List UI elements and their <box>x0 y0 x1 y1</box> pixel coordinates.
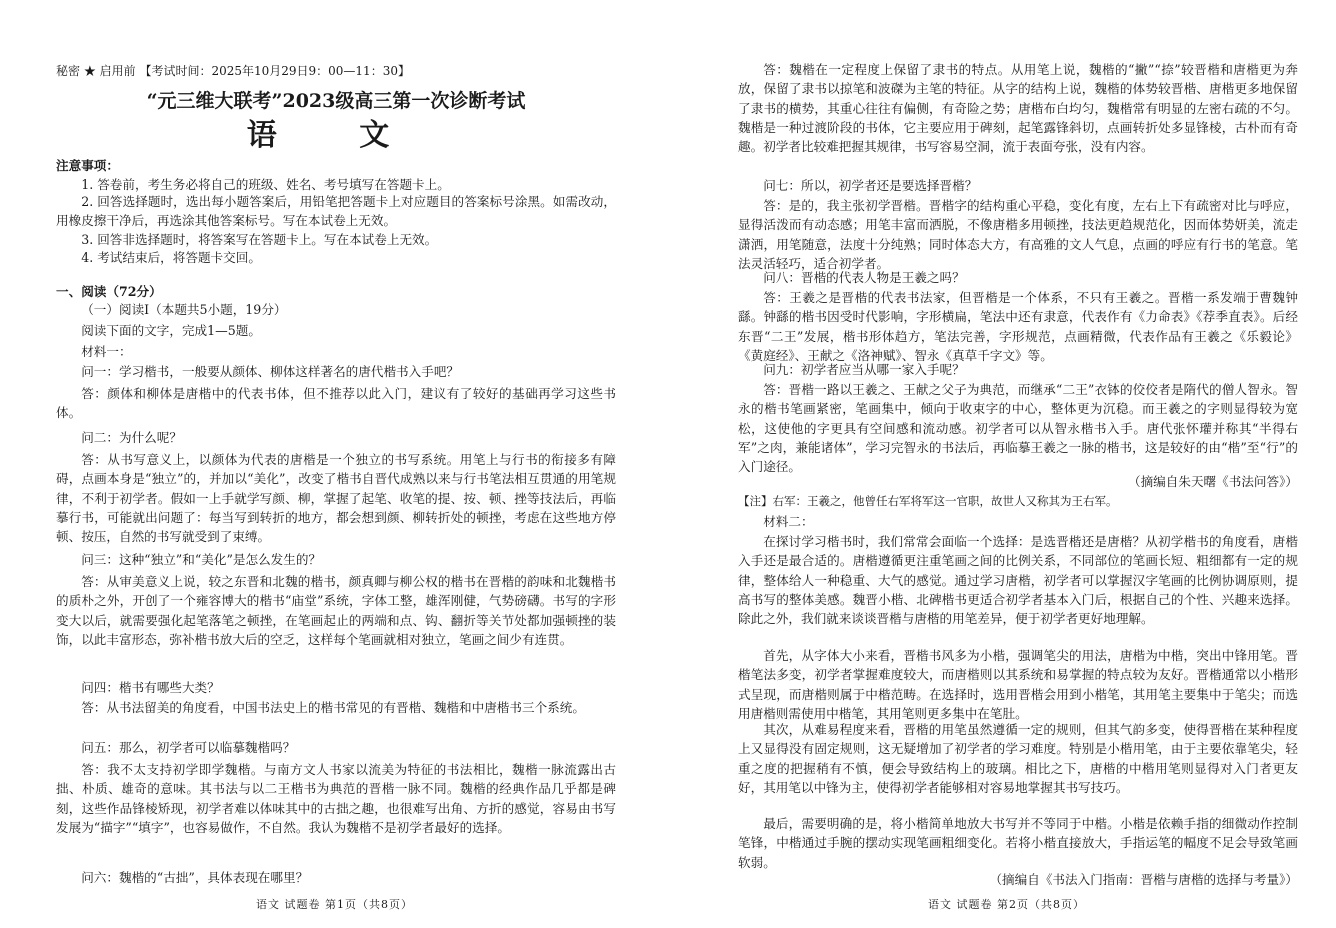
material-2-label: 材料二： <box>763 514 814 529</box>
paragraph: 首先，从字体大小来看，晋楷书风多为小楷，强调笔尖的用法，唐楷为中楷，突出中锋用笔。晋楷笔法多变，初学者掌握难度较大，而唐楷则以其系统和易掌握的特点较为友好。晋楷通常以小楷形式呈现，而唐楷则属于中楷范畴。在选择时，选用晋楷会用到小楷笔，其用笔主要集中于笔尖；而选用唐楷则需使用中楷笔，其用笔则更多集中在笔肚。 <box>738 648 1298 721</box>
exam-title: “元三维大联考”2023级高三第一次诊断考试 <box>146 90 526 112</box>
notice-4: 4. 考试结束后，将答题卡交回。 <box>81 250 261 265</box>
paragraph: 问八：晋楷的代表人物是王羲之吗？ <box>763 270 965 285</box>
notice-2: 2. 回答选择题时，选出每小题答案后，用铅笔把答题卡上对应题目的答案标号涂黑。如需改动，用橡皮擦干净后，再选涂其他答案标号。写在本试卷上无效。 <box>56 194 616 229</box>
paragraph: 问七：所以，初学者还是要选择晋楷？ <box>763 178 978 193</box>
notice-heading: 注意事项： <box>56 158 119 173</box>
confidential-line: 秘密 ★ 启用前 【考试时间：2025年10月29日9：00—11：30】 <box>56 64 410 78</box>
source-citation-2: （摘编自《书法入门指南：晋楷与唐楷的选择与考量》） <box>989 872 1298 887</box>
paragraph: 问一：学习楷书，一般要从颜体、柳体这样著名的唐代楷书入手吧？ <box>81 364 459 379</box>
material-1-label: 材料一： <box>81 344 132 359</box>
paragraph: 答：晋楷一路以王羲之、王献之父子为典范，而继承“二王”衣钵的佼佼者是隋代的僧人智永。智永的楷书笔画紧密，笔画集中，倾向于收束字的中心，整体更为沉稳。而王羲之的字则显得较为宽松，这使他的字更具有空间感和流动感。初学者可以从智永楷书入手。唐代张怀瓘并称其“半得右军”之肉，兼能诸体”，学习完智永的书法后，再临摹王羲之一脉的楷书，这是较好的由“楷”至“行”的入门途径。 <box>738 382 1298 475</box>
paragraph: 问五：那么，初学者可以临摹魏楷吗？ <box>81 740 296 755</box>
section-heading: 一、阅读（72分） <box>56 284 162 299</box>
paragraph: 问四：楷书有哪些大类？ <box>81 680 220 695</box>
paragraph: 问九：初学者应当从哪一家入手呢？ <box>763 362 965 377</box>
paragraph: 答：王羲之是晋楷的代表书法家，但晋楷是一个体系，不只有王羲之。晋楷一系发端于曹魏钟繇。钟繇的楷书因受时代影响，字形横扁，笔法中还有隶意，代表作有《力命表》《荐季直表》。后经东晋“二王”发展，楷书形体趋方，笔法完善，字形规范，点画精微，代表作品有王羲之《乐毅论》《黄庭经》、王献之《洛神赋》、智永《真草千字文》等。 <box>738 290 1298 363</box>
paragraph: 在探讨学习楷书时，我们常常会面临一个选择：是选晋楷还是唐楷？从初学楷书的角度看，唐楷入手还是最合适的。唐楷遵循更注重笔画之间的比例关系，不同部位的笔画长短、粗细都有一定的规律，整体给人一种稳重、大气的感觉。通过学习唐楷，初学者可以掌握汉字笔画的比例协调原则，提高书写的整体美感。魏晋小楷、北碑楷书更适合初学者基本入门后，根据自己的个性、兴趣来选择。除此之外，我们就来谈谈晋楷与唐楷的用笔差异，便于初学者更好地理解。 <box>738 534 1298 627</box>
instruction: 阅读下面的文字，完成1—5题。 <box>81 323 261 338</box>
paragraph: 答：颜体和柳体是唐楷中的代表书体，但不推荐以此入门，建议有了较好的基础再学习这些书体。 <box>56 386 616 421</box>
notice-1: 1. 答卷前，考生务必将自己的班级、姓名、考号填写在答题卡上。 <box>81 177 450 192</box>
note: 【注】右军：王羲之，他曾任右军将军这一官职，故世人又称其为王右军。 <box>738 494 1118 508</box>
paragraph: 最后，需要明确的是，将小楷简单地放大书写并不等同于中楷。小楷是依赖手指的细微动作控制笔锋，中楷通过手腕的摆动实现笔画粗细变化。若将小楷直接放大，手指运笔的幅度不足会导致笔画软弱。 <box>738 816 1298 870</box>
subject-title: 语 文 <box>246 118 426 153</box>
paragraph: 答：从书写意义上，以颜体为代表的唐楷是一个独立的书写系统。用笔上与行书的衔接多有障碍，点画本身是“独立”的，并加以“美化”，改变了楷书自晋代成熟以来与行书笔法相互贯通的用笔规律，不利于初学者。假如一上手就学写颜、柳，掌握了起笔、收笔的提、按、顿、挫等技法后，再临摹行书，可能就出问题了：每当写到转折的地方，都会想到颜、柳转折处的顿挫，考虑在这些地方停顿、按压，自然的书写就受到了束缚。 <box>56 452 616 545</box>
paragraph: 问二：为什么呢？ <box>81 430 182 445</box>
paragraph: 问三：这种“独立”和“美化”是怎么发生的？ <box>81 552 322 567</box>
subsection-heading: （一）阅读Ⅰ（本题共5小题，19分） <box>81 302 287 317</box>
right-page <box>738 0 1298 928</box>
paragraph: 其次，从难易程度来看，晋楷的用笔虽然遵循一定的规则，但其气韵多变，使得晋楷在某种程度上又显得没有固定规则，这无疑增加了初学者的学习难度。特别是小楷用笔，由于主要依靠笔尖，轻重之度的把握稍有不慎，便会导致结构上的玻璃。相比之下，唐楷的中楷用笔则显得对入门者更友好，其用笔以中锋为主，使得初学者能够相对容易地掌握其书写技巧。 <box>738 722 1298 795</box>
paragraph: 答：魏楷在一定程度上保留了隶书的特点。从用笔上说，魏楷的“撇”“捺”较晋楷和唐楷更为奔放，保留了隶书以掠笔和波磔为主笔的特征。从字的结构上说，魏楷的体势较晋楷、唐楷更多地保留了隶书的横势，其重心往往有偏侧，有奇险之势；唐楷布白均匀，魏楷常有明显的左密右疏的不匀。魏楷是一种过渡阶段的书体，它主要应用于碑刻，起笔露锋斜切，点画转折处多显锋棱，古朴而有奇趣。初学者比较难把握其规律，书写容易空洞，流于表面夸张，没有内容。 <box>738 62 1298 155</box>
paragraph: 问六：魏楷的“古拙”，具体表现在哪里？ <box>81 870 309 885</box>
page-footer: 语文 试题卷 第1页（共8页） <box>256 898 413 911</box>
source-citation-1: （摘编自朱天曙《书法问答》） <box>1127 474 1298 489</box>
paragraph: 答：从书法留美的角度看，中国书法史上的楷书常见的有晋楷、魏楷和中唐楷书三个系统。 <box>81 700 585 715</box>
paragraph: 答：是的，我主张初学晋楷。晋楷字的结构重心平稳，变化有度，左右上下有疏密对比与呼应，显得活泼而有动态感；用笔丰富而洒脱，不像唐楷多用顿挫，技法更趋规范化，因而体势妍美，流走潇洒，用笔随意，法度十分纯熟；同时体态大方，有高雅的文人气息，点画的呼应有行书的笔意。笔法灵活轻巧，适合初学者。 <box>738 198 1298 271</box>
left-page <box>56 0 616 928</box>
notice-3: 3. 回答非选择题时，将答案写在答题卡上。写在本试卷上无效。 <box>81 232 438 247</box>
paragraph: 答：从审美意义上说，较之东晋和北魏的楷书，颜真卿与柳公权的楷书在晋楷的韵味和北魏楷书的质朴之外，开创了一个雍容博大的楷书“庙堂”系统，字体工整，雄浑刚健，气势磅礴。书写的字形变大以后，就需要强化起笔落笔之顿挫，在笔画起止的两端和点、钩、翻折等关节处都加强顿挫的装饰，以此丰富形态，弥补楷书放大后的空乏，这样每个笔画就相对独立，笔画之间少有连贯。 <box>56 574 616 647</box>
page-footer: 语文 试题卷 第2页（共8页） <box>928 898 1085 911</box>
paragraph: 答：我不太支持初学即学魏楷。与南方文人书家以流美为特征的书法相比，魏楷一脉流露出古拙、朴质、雄奇的意味。其书法与以二王楷书为典范的晋楷一脉不同。魏楷的经典作品几乎都是碑刻，这些作品锋棱矫现，初学者难以体味其中的古拙之趣，也很难写出角、方折的感觉，容易由书写发展为“描字”“填字”，也容易做作，不自然。我认为魏楷不是初学者最好的选择。 <box>56 762 616 835</box>
